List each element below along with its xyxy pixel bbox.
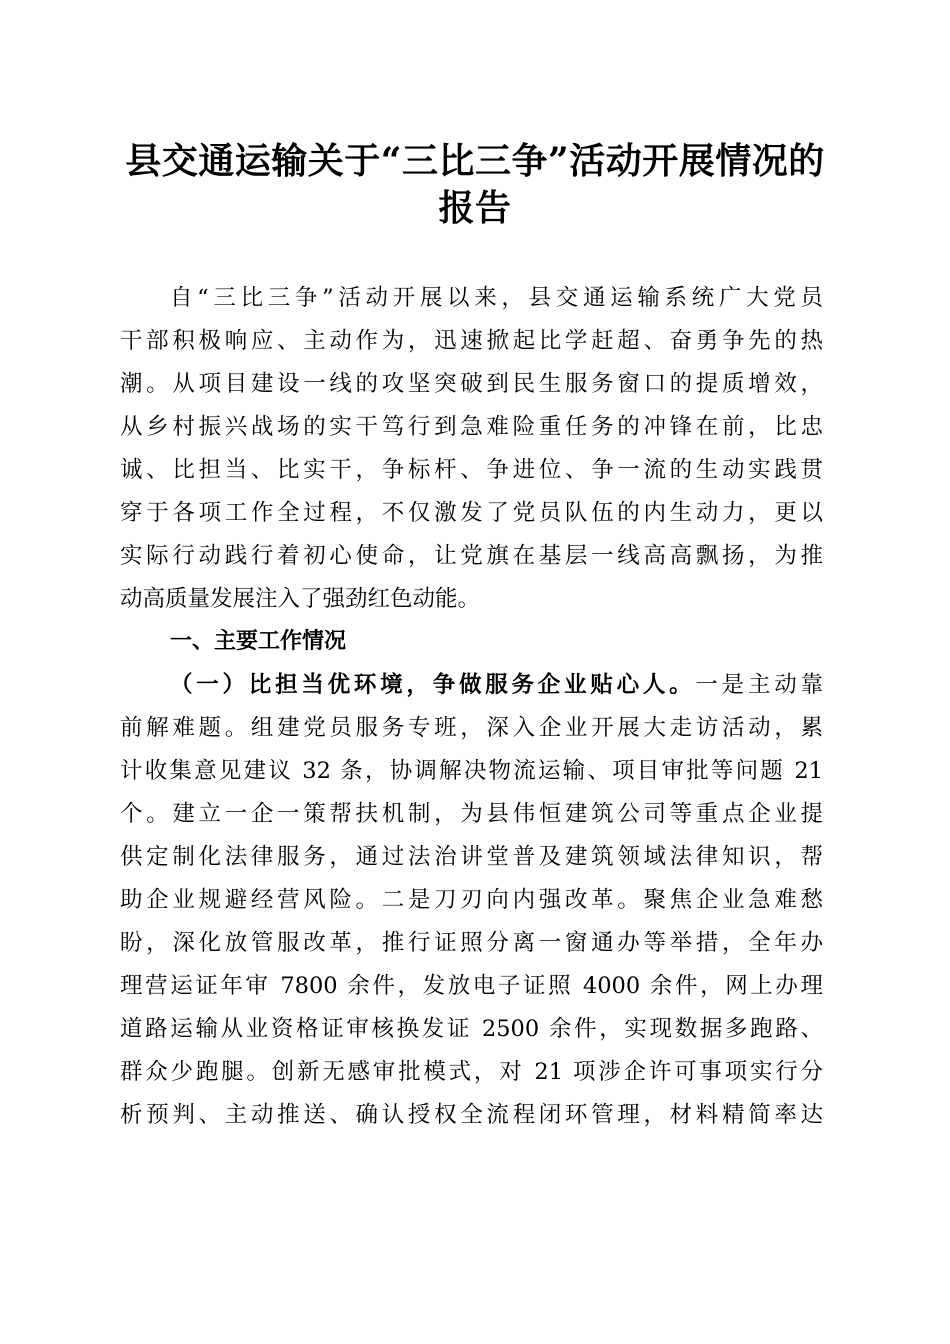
document-title-line-1: 县交通运输关于“三比三争”活动开展情况的 xyxy=(125,140,825,182)
intro-line: 实际行动践行着初心使命，让党旗在基层一线高高飘扬，为推 xyxy=(120,543,823,569)
document-title-line-2: 报告 xyxy=(438,187,512,229)
body-line: 盼，深化放管服改革，推行证照分离一窗通办等举措，全年办 xyxy=(120,930,823,956)
body-line: 理营运证年审 7800 余件，发放电子证照 4000 余件，网上办理 xyxy=(120,973,823,999)
body-line: 计收集意见建议 32 条，协调解决物流运输、项目审批等问题 21 xyxy=(120,758,823,784)
body-line: 供定制化法律服务，通过法治讲堂普及建筑领域法律知识，帮 xyxy=(120,844,823,870)
body-line: 前解难题。组建党员服务专班，深入企业开展大走访活动，累 xyxy=(120,715,823,741)
subsection-lead-text: 一是主动靠 xyxy=(695,672,823,698)
intro-line: 潮。从项目建设一线的攻坚突破到民生服务窗口的提质增效， xyxy=(120,371,823,397)
intro-line: 诚、比担当、比实干，争标杆、争进位、争一流的生动实践贯 xyxy=(120,457,823,483)
section-heading: 一、主要工作情况 xyxy=(170,629,347,654)
intro-line: 自“三比三争”活动开展以来，县交通运输系统广大党员 xyxy=(170,285,823,311)
subsection-heading: （一）比担当优环境，争做服务企业贴心人。 xyxy=(170,672,696,698)
body-line: 道路运输从业资格证审核换发证 2500 余件，实现数据多跑路、 xyxy=(120,1016,823,1042)
intro-line: 从乡村振兴战场的实干笃行到急难险重任务的冲锋在前，比忠 xyxy=(120,414,823,440)
body-line: 群众少跑腿。创新无感审批模式，对 21 项涉企许可事项实行分 xyxy=(120,1059,823,1085)
body-line: 个。建立一企一策帮扶机制，为县伟恒建筑公司等重点企业提 xyxy=(120,801,823,827)
intro-line: 穿于各项工作全过程，不仅激发了党员队伍的内生动力，更以 xyxy=(120,500,823,526)
body-line: 助企业规避经营风险。二是刀刃向内强改革。聚焦企业急难愁 xyxy=(120,887,823,913)
body-line: 析预判、主动推送、确认授权全流程闭环管理，材料精简率达 xyxy=(120,1102,823,1128)
subsection-lead-line xyxy=(170,670,823,700)
intro-line: 动高质量发展注入了强劲红色动能。 xyxy=(120,586,481,612)
intro-line: 干部积极响应、主动作为，迅速掀起比学赶超、奋勇争先的热 xyxy=(120,328,823,354)
